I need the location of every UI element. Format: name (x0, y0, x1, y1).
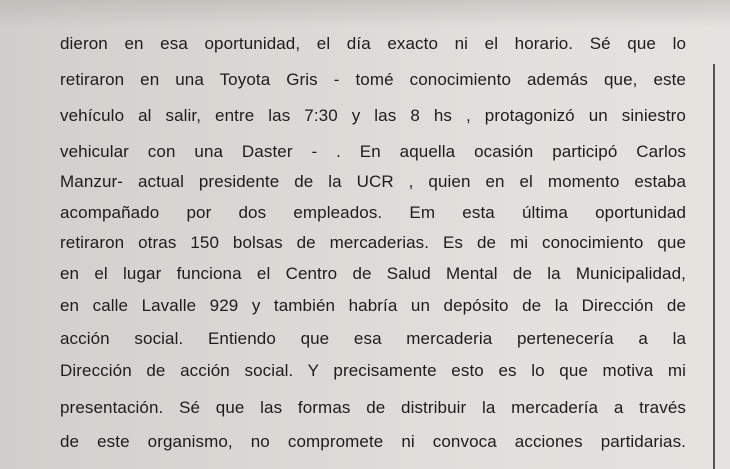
text-line: en el lugar funciona el Centro de Salud Mental de la Municipalidad, (60, 264, 686, 283)
text-line: retiraron otras 150 bolsas de mercaderias. Es de mi conocimiento que (60, 233, 686, 252)
text-line: retiraron en una Toyota Gris - tomé conocimiento además que, este (60, 70, 686, 89)
text-line: vehicular con una Daster - . En aquella ocasión participó Carlos (60, 142, 686, 161)
text-line: Dirección de acción social. Y precisamente esto es lo que motiva mi (60, 361, 686, 380)
text-line: presentación. Sé que las formas de distribuir la mercadería a través (60, 398, 686, 417)
text-line: vehículo al salir, entre las 7:30 y las 8 hs , protagonizó un siniestro (60, 106, 686, 125)
text-line: acompañado por dos empleados. Em esta última oportunidad (60, 203, 686, 222)
text-line: acción social. Entiendo que esa mercaderia pertenecería a la (60, 329, 686, 348)
text-line: en calle Lavalle 929 y también habría un depósito de la Dirección de (60, 296, 686, 315)
text-line: de este organismo, no compromete ni convoca acciones partidarias. (60, 432, 686, 451)
text-line: dieron en esa oportunidad, el día exacto ni el horario. Sé que lo (60, 34, 686, 53)
text-line: Manzur- actual presidente de la UCR , quien en el momento estaba (60, 172, 686, 191)
